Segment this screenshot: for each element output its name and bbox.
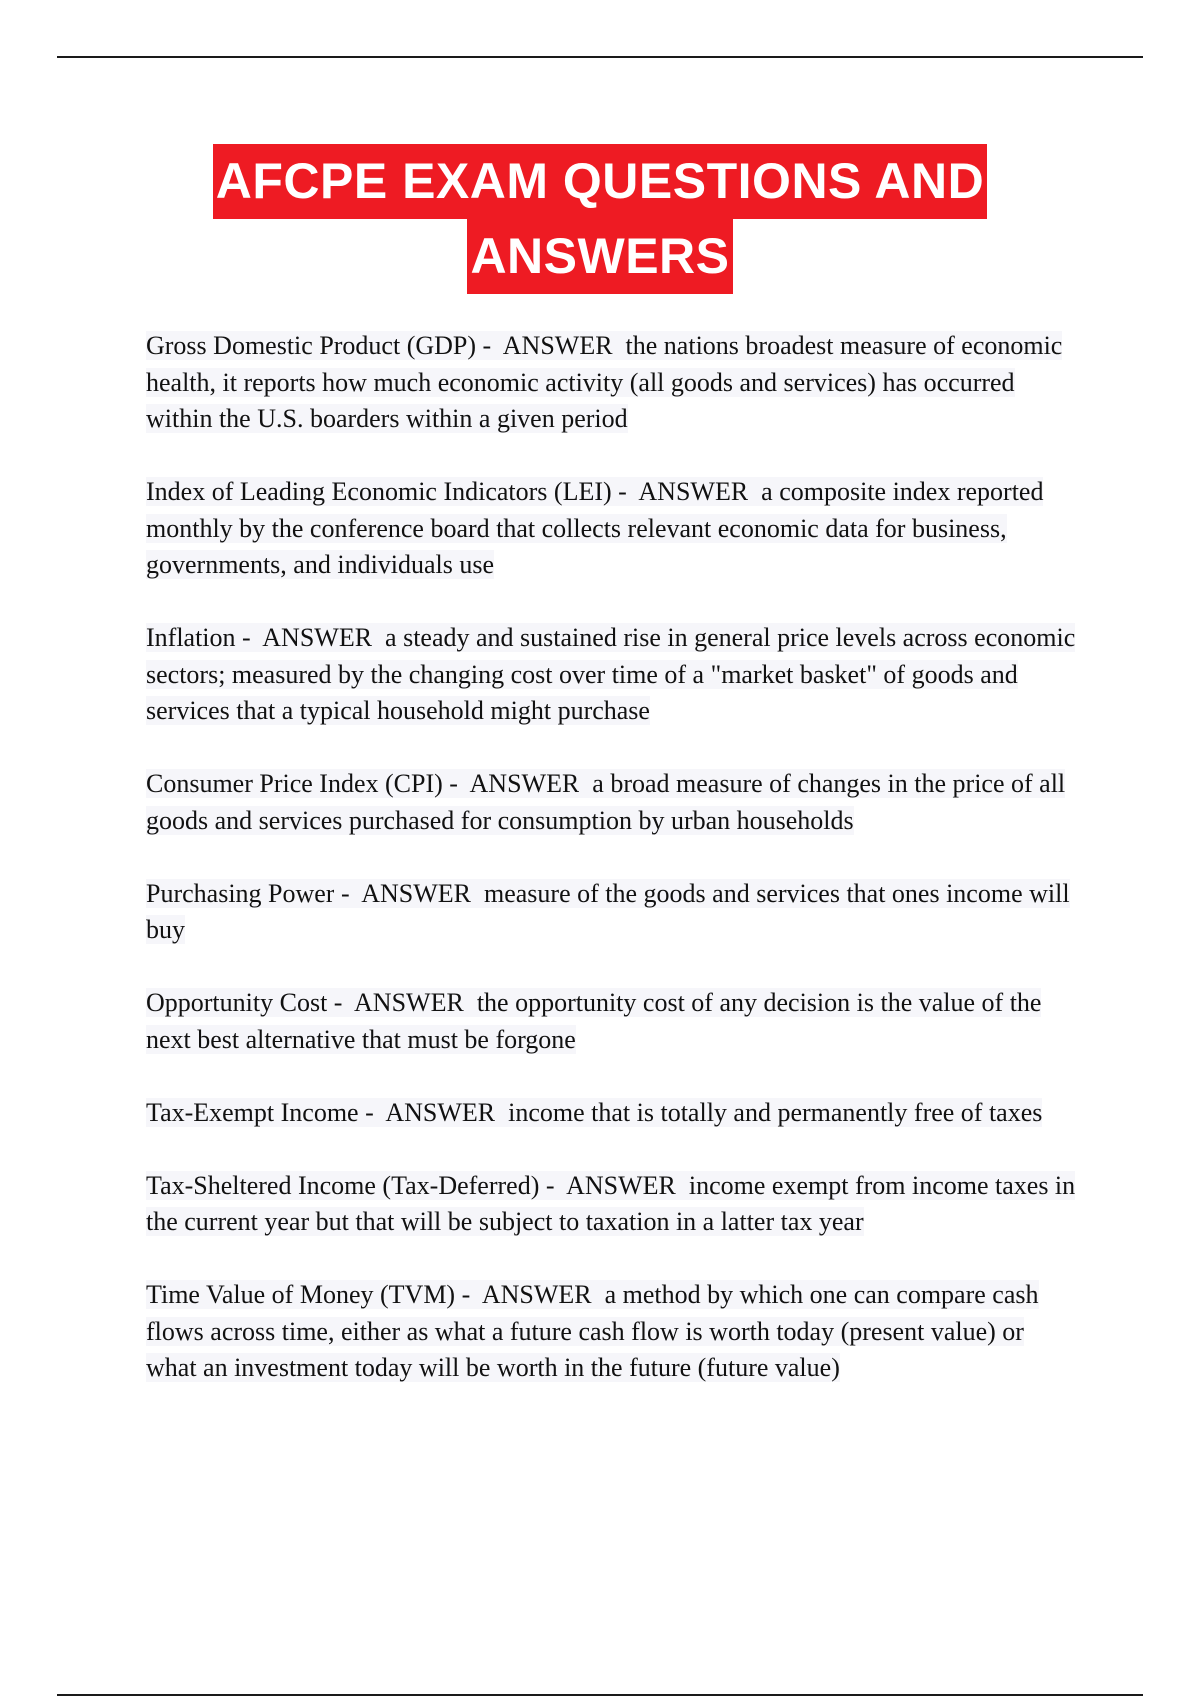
document-title: [0, 144, 1200, 294]
term: Tax-Sheltered Income (Tax-Deferred): [146, 1170, 540, 1200]
answer-marker: ANSWER: [481, 1280, 592, 1309]
answer-text: a broad measure of changes in the price of all goods and services purchased for consumption by urban households: [146, 769, 1066, 835]
qa-entry: Tax-Exempt Income - ANSWER income that is totally and permanently free of taxes: [146, 1097, 1043, 1127]
title-line-2: ANSWERS: [467, 219, 732, 294]
qa-entry: Opportunity Cost - ANSWER the opportunity cost of any decision is the value of the next best alternative that must be forgone: [146, 988, 1042, 1054]
header-rule: [57, 56, 1143, 58]
qa-entry: Consumer Price Index (CPI) - ANSWER a broad measure of changes in the price of all goods and services purchased for consumption by urban households: [146, 769, 1066, 835]
answer-text: the nations broadest measure of economic health, it reports how much economic activity (all goods and services) has occurred within the U.S. boarders within a given period: [146, 331, 1063, 433]
answer-text: the opportunity cost of any decision is the value of the next best alternative that must be forgone: [146, 988, 1042, 1054]
answer-text: measure of the goods and services that ones income will buy: [146, 878, 1070, 944]
term: Opportunity Cost: [146, 988, 328, 1017]
answer-marker: ANSWER: [262, 623, 373, 652]
answer-marker: ANSWER: [385, 1097, 496, 1127]
qa-entry: Purchasing Power - ANSWER measure of the goods and services that ones income will buy: [146, 878, 1070, 944]
term: Consumer Price Index (CPI): [146, 769, 443, 798]
answer-text: income exempt from income taxes in the current year but that will be subject to taxation in a latter tax year: [146, 1170, 1076, 1236]
qa-entry: Index of Leading Economic Indicators (LEI) - ANSWER a composite index reported monthly by the conference board that collects relevant economic data for business, governments, and individuals use: [146, 477, 1044, 579]
qa-entry: Time Value of Money (TVM) - ANSWER a method by which one can compare cash flows across time, either as what a future cash flow is worth today (present value) or what an investment today will be worth in the future (future value): [146, 1280, 1039, 1382]
answer-marker: ANSWER: [469, 769, 580, 798]
answer-marker: ANSWER: [502, 331, 613, 360]
answer-marker: ANSWER: [638, 477, 749, 506]
answer-marker: ANSWER: [361, 878, 471, 908]
term: Purchasing Power: [146, 878, 335, 908]
term: Inflation: [146, 623, 236, 652]
term: Tax-Exempt Income: [146, 1097, 359, 1127]
answer-text: a method by which one can compare cash flows across time, either as what a future cash flow is worth today (present value) or what an investment today will be worth in the future (future value): [146, 1280, 1039, 1382]
answer-marker: ANSWER: [566, 1170, 676, 1200]
answer-text: a composite index reported monthly by the conference board that collects relevant economic data for business, governments, and individuals use: [146, 477, 1044, 579]
term: Time Value of Money (TVM): [146, 1280, 456, 1309]
term: Index of Leading Economic Indicators (LEI): [146, 477, 612, 506]
title-line-1: AFCPE EXAM QUESTIONS AND: [213, 144, 988, 219]
answer-text: a steady and sustained rise in general price levels across economic sectors; measured by the changing cost over time of a "market basket" of goods and services that a typical household might purchase: [146, 623, 1076, 725]
footer-rule: [57, 1694, 1143, 1696]
qa-entry: Tax-Sheltered Income (Tax-Deferred) - ANSWER income exempt from income taxes in the current year but that will be subject to taxation in a latter tax year: [146, 1170, 1076, 1236]
qa-entry: Gross Domestic Product (GDP) - ANSWER the nations broadest measure of economic health, it reports how much economic activity (all goods and services) has occurred within the U.S. boarders within a given period: [146, 331, 1063, 433]
qa-list: [146, 328, 1076, 1423]
term: Gross Domestic Product (GDP): [146, 331, 477, 360]
answer-marker: ANSWER: [354, 988, 464, 1017]
answer-text: income that is totally and permanently free of taxes: [508, 1097, 1043, 1127]
qa-entry: Inflation - ANSWER a steady and sustained rise in general price levels across economic sectors; measured by the changing cost over time of a "market basket" of goods and services that a typical household might purchase: [146, 623, 1076, 725]
